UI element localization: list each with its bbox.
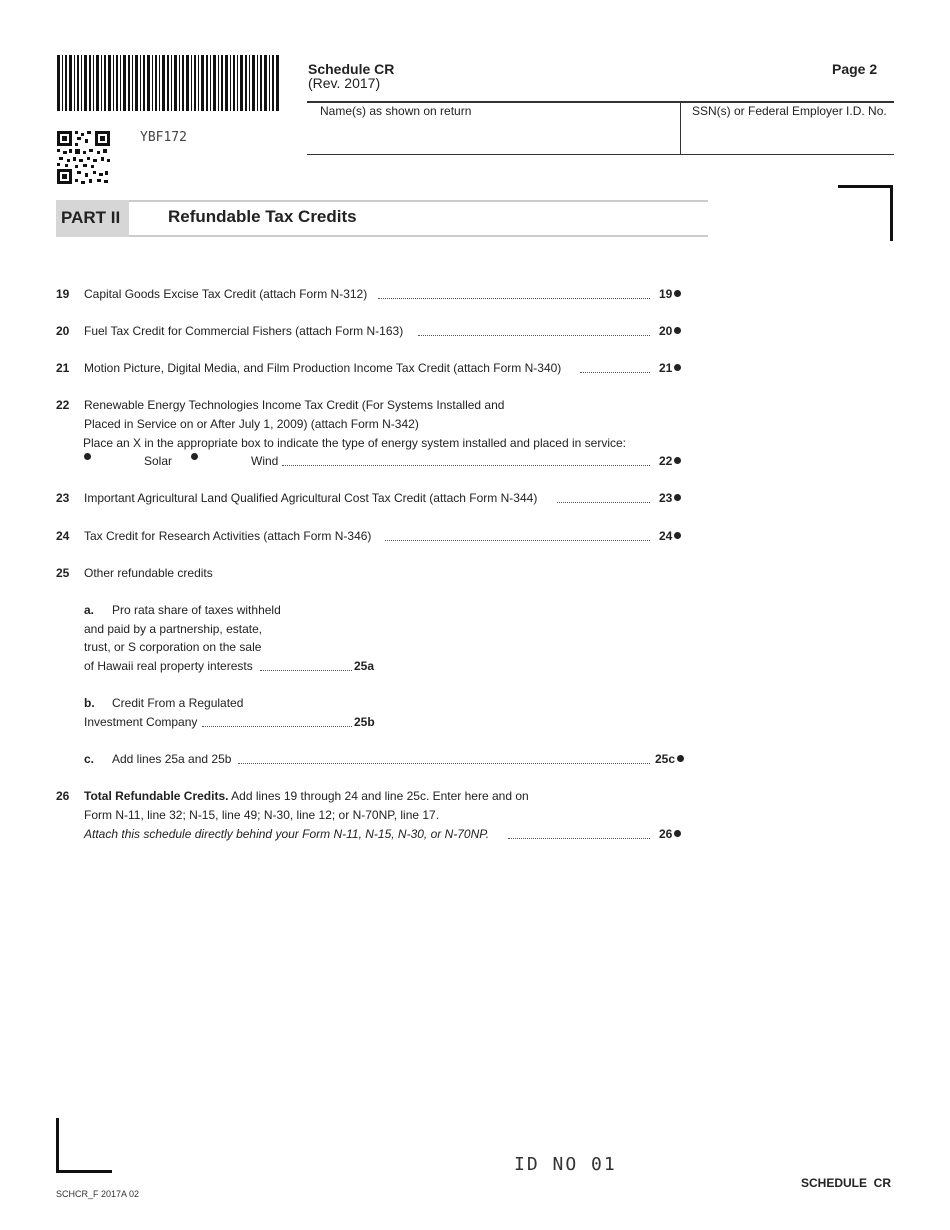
line-25a-text-3: trust, or S corporation on the sale xyxy=(84,640,262,654)
line-19-amount-input[interactable] xyxy=(690,282,890,304)
line-23-ref: 23 xyxy=(659,491,673,505)
line-22-amount-input[interactable] xyxy=(690,449,890,471)
part-header-bar xyxy=(56,200,708,237)
line-26-amount-input[interactable] xyxy=(690,822,890,844)
bullet-icon xyxy=(677,755,684,762)
line-26-text-3: Attach this schedule directly behind your Form N-11, N-15, N-30, or N-70NP. xyxy=(84,827,490,841)
wind-checkbox[interactable] xyxy=(191,453,198,460)
bullet-icon xyxy=(674,327,681,334)
bullet-icon xyxy=(674,457,681,464)
line-25a-letter: a. xyxy=(84,603,95,617)
line-25b-text-2: Investment Company xyxy=(84,715,198,729)
line-25c-amount-input[interactable] xyxy=(690,747,890,769)
ssn-field-label: SSN(s) or Federal Employer I.D. No. xyxy=(692,104,887,118)
line-19-ref: 19 xyxy=(659,287,673,301)
line-number: 21 xyxy=(56,361,70,375)
line-number: 23 xyxy=(56,491,70,505)
line-22-text-3: Place an X in the appropriate box to indicate the type of energy system installed and placed in service: xyxy=(83,436,626,450)
leader-dots xyxy=(557,502,650,503)
line-25b-text-1: Credit From a Regulated xyxy=(112,696,244,710)
name-input[interactable] xyxy=(310,120,676,152)
line-26-text-1-rest: Add lines 19 through 24 and line 25c. Enter here and on xyxy=(228,789,529,803)
id-number: ID NO 01 xyxy=(514,1154,617,1175)
line-24-text: Tax Credit for Research Activities (attach Form N-346) xyxy=(84,529,372,543)
line-number: 20 xyxy=(56,324,70,338)
form-identifier: SCHCR_F 2017A 02 xyxy=(56,1189,140,1199)
line-26-ref: 26 xyxy=(659,827,673,841)
line-25a-text-1: Pro rata share of taxes withheld xyxy=(112,603,281,617)
page-number: Page 2 xyxy=(832,61,878,77)
line-23-amount-input[interactable] xyxy=(690,486,890,508)
part-label: PART II xyxy=(61,208,121,227)
qr-code-graphic xyxy=(57,131,110,184)
leader-dots xyxy=(238,763,650,764)
part-title: Refundable Tax Credits xyxy=(168,207,357,226)
barcode xyxy=(57,55,279,111)
line-20-ref: 20 xyxy=(659,324,673,338)
line-21-ref: 21 xyxy=(659,361,673,375)
line-25b-amount-input[interactable] xyxy=(378,710,578,732)
form-code: YBF172 xyxy=(140,130,187,145)
line-21-amount-input[interactable] xyxy=(690,356,890,378)
leader-dots xyxy=(202,726,352,727)
bullet-icon xyxy=(674,830,681,837)
name-field-label: Name(s) as shown on return xyxy=(320,104,472,118)
bullet-icon xyxy=(674,532,681,539)
line-25a-text-4: of Hawaii real property interests xyxy=(84,659,253,673)
leader-dots xyxy=(580,372,650,373)
schedule-title: Schedule CR xyxy=(308,61,395,77)
leader-dots xyxy=(508,838,650,839)
line-number: 24 xyxy=(56,529,70,543)
line-25c-ref: 25c xyxy=(655,752,676,766)
line-25a-text-2: and paid by a partnership, estate, xyxy=(84,622,263,636)
name-box-top-border xyxy=(307,101,894,103)
line-20-amount-input[interactable] xyxy=(690,319,890,341)
name-box-divider xyxy=(680,102,681,155)
leader-dots xyxy=(378,298,650,299)
wind-label: Wind xyxy=(251,454,279,468)
line-25a-amount-input[interactable] xyxy=(378,654,578,676)
corner-mark-bottom-left-h xyxy=(56,1170,112,1173)
line-number: 25 xyxy=(56,566,70,580)
schedule-revision: (Rev. 2017) xyxy=(308,75,381,91)
line-26-text-1 xyxy=(84,789,529,803)
line-number: 26 xyxy=(56,789,70,803)
line-22-ref: 22 xyxy=(659,454,673,468)
leader-dots xyxy=(385,540,650,541)
bullet-icon xyxy=(674,494,681,501)
line-23-text: Important Agricultural Land Qualified Agricultural Cost Tax Credit (attach Form N-344) xyxy=(84,491,538,505)
bullet-icon xyxy=(674,364,681,371)
line-26-text-2: Form N-11, line 32; N-15, line 49; N-30, line 12; or N-70NP, line 17. xyxy=(84,808,440,822)
corner-mark-top-right-v xyxy=(890,185,893,241)
line-21-text: Motion Picture, Digital Media, and Film Production Income Tax Credit (attach Form N-340) xyxy=(84,361,562,375)
corner-mark-top-right-h xyxy=(838,185,893,188)
line-number: 19 xyxy=(56,287,70,301)
line-26-bold-label: Total Refundable Credits. xyxy=(84,789,229,803)
bullet-icon xyxy=(674,290,681,297)
line-25c-letter: c. xyxy=(84,752,95,766)
line-20-text: Fuel Tax Credit for Commercial Fishers (attach Form N-163) xyxy=(84,324,404,338)
line-19-text: Capital Goods Excise Tax Credit (attach Form N-312) xyxy=(84,287,368,301)
line-25c-text: Add lines 25a and 25b xyxy=(112,752,232,766)
line-22-text-2: Placed in Service on or After July 1, 2009) (attach Form N-342) xyxy=(84,417,419,431)
line-25-text: Other refundable credits xyxy=(84,566,213,580)
line-22-text-1: Renewable Energy Technologies Income Tax Credit (For Systems Installed and xyxy=(84,398,505,412)
leader-dots xyxy=(418,335,650,336)
line-25a-ref: 25a xyxy=(354,659,375,673)
solar-label: Solar xyxy=(144,454,173,468)
qr-code xyxy=(57,131,110,184)
line-24-ref: 24 xyxy=(659,529,673,543)
footer-schedule-label: SCHEDULE CR xyxy=(801,1176,892,1190)
name-box-bottom-border xyxy=(307,154,894,155)
ssn-input[interactable] xyxy=(684,120,890,152)
leader-dots xyxy=(260,670,352,671)
line-number: 22 xyxy=(56,398,70,412)
solar-checkbox[interactable] xyxy=(84,453,91,460)
line-25b-ref: 25b xyxy=(354,715,375,729)
barcode-graphic xyxy=(57,55,279,111)
corner-mark-bottom-left-v xyxy=(56,1118,59,1173)
line-25b-letter: b. xyxy=(84,696,95,710)
line-24-amount-input[interactable] xyxy=(690,524,890,546)
leader-dots xyxy=(282,465,650,466)
